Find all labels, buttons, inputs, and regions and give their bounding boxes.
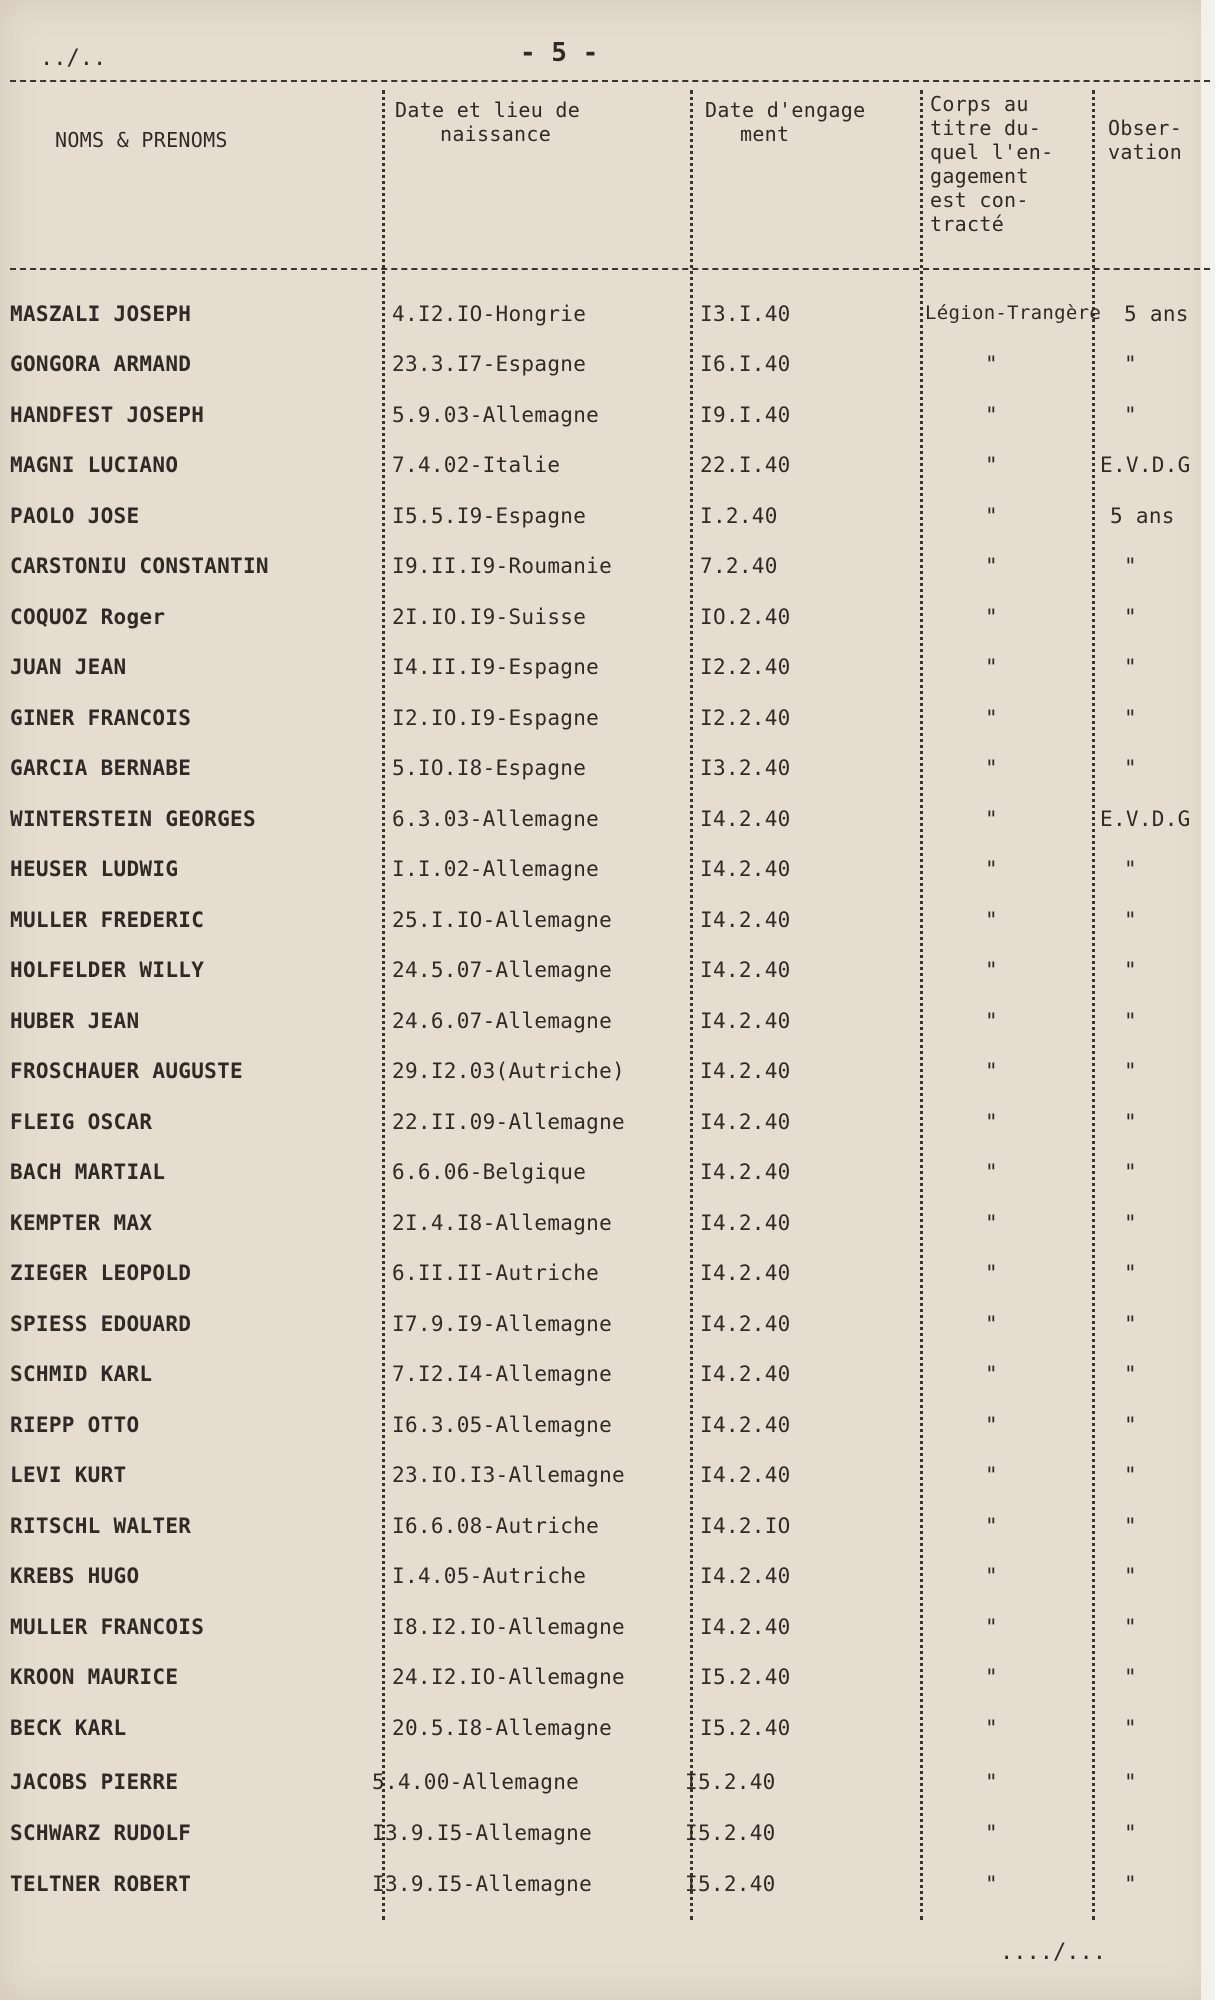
table-row <box>0 807 1200 847</box>
table-row <box>0 1615 1200 1655</box>
row-observation: " <box>1124 1211 1137 1235</box>
row-corps: " <box>985 605 998 629</box>
header-birth-line1: Date et lieu de <box>395 98 581 122</box>
row-corps: " <box>985 1059 998 1083</box>
row-observation: " <box>1124 756 1137 780</box>
row-name: COQUOZ Roger <box>10 605 166 629</box>
row-corps: " <box>985 706 998 730</box>
row-birth: 25.I.IO-Allemagne <box>392 908 613 932</box>
row-birth: 5.IO.I8-Espagne <box>392 756 587 780</box>
row-corps: " <box>985 655 998 679</box>
header-engagement-line2: ment <box>740 122 790 146</box>
row-name: RITSCHL WALTER <box>10 1514 192 1538</box>
row-observation: E.V.D.G <box>1100 453 1191 477</box>
row-corps: " <box>985 504 998 528</box>
table-row <box>0 1211 1200 1251</box>
continuation-mark-bottom: ..../... <box>1000 1940 1106 1965</box>
row-observation: " <box>1124 655 1137 679</box>
row-observation: " <box>1124 958 1137 982</box>
row-birth: 7.I2.I4-Allemagne <box>392 1362 613 1386</box>
row-observation: " <box>1124 1821 1137 1845</box>
row-name: MAGNI LUCIANO <box>10 453 179 477</box>
row-name: WINTERSTEIN GEORGES <box>10 807 256 831</box>
row-corps: " <box>985 1821 998 1845</box>
row-birth: 22.II.09-Allemagne <box>392 1110 625 1134</box>
row-engagement-date: 22.I.40 <box>700 453 791 477</box>
row-birth: 5.9.03-Allemagne <box>392 403 600 427</box>
row-name: MULLER FRANCOIS <box>10 1615 205 1639</box>
row-birth: I5.5.I9-Espagne <box>392 504 587 528</box>
row-engagement-date: I5.2.40 <box>700 1716 791 1740</box>
row-engagement-date: I3.I.40 <box>700 302 791 326</box>
row-name: FROSCHAUER AUGUSTE <box>10 1059 243 1083</box>
row-observation: " <box>1124 1009 1137 1033</box>
row-engagement-date: 7.2.40 <box>700 554 778 578</box>
row-corps: " <box>985 453 998 477</box>
row-engagement-date: I4.2.40 <box>700 1009 791 1033</box>
table-row <box>0 1261 1200 1301</box>
row-birth: 6.3.03-Allemagne <box>392 807 600 831</box>
row-name: GARCIA BERNABE <box>10 756 192 780</box>
table-row <box>0 1564 1200 1604</box>
header-corps-line3: quel l'en- <box>930 140 1054 164</box>
row-corps: " <box>985 1211 998 1235</box>
row-name: KREBS HUGO <box>10 1564 140 1588</box>
row-name: BECK KARL <box>10 1716 127 1740</box>
row-observation: " <box>1124 706 1137 730</box>
row-birth: I4.II.I9-Espagne <box>392 655 600 679</box>
row-corps: " <box>985 1564 998 1588</box>
row-engagement-date: I4.2.40 <box>700 807 791 831</box>
row-observation: " <box>1124 1615 1137 1639</box>
row-name: HEUSER LUDWIG <box>10 857 179 881</box>
header-engagement-line1: Date d'engage <box>705 98 866 122</box>
row-name: FLEIG OSCAR <box>10 1110 153 1134</box>
row-engagement-date: I4.2.40 <box>700 1564 791 1588</box>
header-names: NOMS & PRENOMS <box>55 128 228 152</box>
row-engagement-date: I4.2.40 <box>700 1413 791 1437</box>
table-row <box>0 1110 1200 1150</box>
table-row <box>0 756 1200 796</box>
row-corps: " <box>985 1716 998 1740</box>
row-corps: " <box>985 403 998 427</box>
table-row <box>0 352 1200 392</box>
table-row <box>0 655 1200 695</box>
table-row <box>0 706 1200 746</box>
row-name: HUBER JEAN <box>10 1009 140 1033</box>
row-corps: " <box>985 908 998 932</box>
row-engagement-date: I4.2.40 <box>700 1160 791 1184</box>
row-engagement-date: I4.2.IO <box>700 1514 791 1538</box>
row-name: JACOBS PIERRE <box>10 1770 179 1794</box>
row-birth: I.4.05-Autriche <box>392 1564 587 1588</box>
table-row <box>0 302 1200 342</box>
row-corps: " <box>985 857 998 881</box>
row-birth: 5.4.00-Allemagne <box>372 1770 580 1794</box>
row-corps: " <box>985 1312 998 1336</box>
table-row <box>0 453 1200 493</box>
table-row <box>0 1413 1200 1453</box>
scan-margin <box>1201 0 1215 2000</box>
row-observation: E.V.D.G <box>1100 807 1191 831</box>
row-engagement-date: I4.2.40 <box>700 1211 791 1235</box>
row-engagement-date: I4.2.40 <box>700 1059 791 1083</box>
row-observation: 5 ans <box>1110 504 1175 528</box>
row-observation: " <box>1124 403 1137 427</box>
row-name: BACH MARTIAL <box>10 1160 166 1184</box>
header-observations-line2: vation <box>1108 140 1183 164</box>
row-observation: " <box>1124 857 1137 881</box>
row-birth: I2.IO.I9-Espagne <box>392 706 600 730</box>
row-birth: 23.3.I7-Espagne <box>392 352 587 376</box>
row-engagement-date: I4.2.40 <box>700 1312 791 1336</box>
row-engagement-date: I.2.40 <box>700 504 778 528</box>
row-name: SCHWARZ RUDOLF <box>10 1821 192 1845</box>
header-top-rule <box>10 80 1210 82</box>
row-observation: " <box>1124 1160 1137 1184</box>
row-observation: " <box>1124 1716 1137 1740</box>
row-corps: " <box>985 554 998 578</box>
row-engagement-date: I4.2.40 <box>700 958 791 982</box>
row-name: HANDFEST JOSEPH <box>10 403 205 427</box>
row-corps: " <box>985 756 998 780</box>
row-observation: 5 ans <box>1124 302 1189 326</box>
row-birth: 2I.4.I8-Allemagne <box>392 1211 613 1235</box>
row-name: SCHMID KARL <box>10 1362 153 1386</box>
table-row <box>0 1821 1200 1861</box>
table-row <box>0 1716 1200 1756</box>
row-engagement-date: IO.2.40 <box>700 605 791 629</box>
row-birth: 20.5.I8-Allemagne <box>392 1716 613 1740</box>
table-row <box>0 1872 1200 1912</box>
row-corps: " <box>985 1463 998 1487</box>
header-corps-line2: titre du- <box>930 116 1042 140</box>
row-corps: " <box>985 1770 998 1794</box>
row-observation: " <box>1124 1413 1137 1437</box>
row-birth: I3.9.I5-Allemagne <box>372 1821 593 1845</box>
row-observation: " <box>1124 1463 1137 1487</box>
row-corps: " <box>985 1160 998 1184</box>
table-row <box>0 1514 1200 1554</box>
row-birth: I8.I2.IO-Allemagne <box>392 1615 625 1639</box>
row-engagement-date: I4.2.40 <box>700 1463 791 1487</box>
table-row <box>0 554 1200 594</box>
row-engagement-date: I5.2.40 <box>685 1770 776 1794</box>
table-row <box>0 1009 1200 1049</box>
table-row <box>0 1059 1200 1099</box>
table-row <box>0 958 1200 998</box>
row-observation: " <box>1124 908 1137 932</box>
row-birth: 7.4.02-Italie <box>392 453 561 477</box>
row-corps: " <box>985 1615 998 1639</box>
row-engagement-date: I4.2.40 <box>700 908 791 932</box>
row-name: JUAN JEAN <box>10 655 127 679</box>
row-corps: " <box>985 1665 998 1689</box>
row-name: HOLFELDER WILLY <box>10 958 205 982</box>
row-name: TELTNER ROBERT <box>10 1872 192 1896</box>
table-row <box>0 1362 1200 1402</box>
row-engagement-date: I4.2.40 <box>700 1110 791 1134</box>
row-name: CARSTONIU CONSTANTIN <box>10 554 269 578</box>
table-row <box>0 1463 1200 1503</box>
row-engagement-date: I4.2.40 <box>700 857 791 881</box>
row-observation: " <box>1124 605 1137 629</box>
row-corps: " <box>985 1514 998 1538</box>
row-observation: " <box>1124 1110 1137 1134</box>
page-number: - 5 - <box>520 38 599 68</box>
row-engagement-date: I5.2.40 <box>685 1821 776 1845</box>
table-row <box>0 908 1200 948</box>
row-engagement-date: I4.2.40 <box>700 1261 791 1285</box>
row-birth: I.I.02-Allemagne <box>392 857 600 881</box>
header-corps-line1: Corps au <box>930 92 1029 116</box>
row-corps: " <box>985 807 998 831</box>
row-corps: Légion-Trangère <box>925 302 1102 324</box>
row-birth: 24.6.07-Allemagne <box>392 1009 613 1033</box>
row-name: GONGORA ARMAND <box>10 352 192 376</box>
row-name: ZIEGER LEOPOLD <box>10 1261 192 1285</box>
row-corps: " <box>985 352 998 376</box>
header-corps-line6: tracté <box>930 212 1005 236</box>
table-row <box>0 1770 1200 1810</box>
header-corps-line4: gagement <box>930 164 1029 188</box>
row-observation: " <box>1124 1770 1137 1794</box>
row-birth: 23.IO.I3-Allemagne <box>392 1463 625 1487</box>
row-observation: " <box>1124 1872 1137 1896</box>
row-engagement-date: I5.2.40 <box>700 1665 791 1689</box>
row-corps: " <box>985 1362 998 1386</box>
row-engagement-date: I4.2.40 <box>700 1615 791 1639</box>
row-observation: " <box>1124 1665 1137 1689</box>
row-engagement-date: I3.2.40 <box>700 756 791 780</box>
row-engagement-date: I9.I.40 <box>700 403 791 427</box>
row-birth: I3.9.I5-Allemagne <box>372 1872 593 1896</box>
row-name: LEVI KURT <box>10 1463 127 1487</box>
row-name: KROON MAURICE <box>10 1665 179 1689</box>
row-engagement-date: I2.2.40 <box>700 706 791 730</box>
row-name: SPIESS EDOUARD <box>10 1312 192 1336</box>
row-corps: " <box>985 1110 998 1134</box>
row-birth: 6.II.II-Autriche <box>392 1261 600 1285</box>
row-name: PAOLO JOSE <box>10 504 140 528</box>
table-row <box>0 403 1200 443</box>
row-birth: 24.I2.IO-Allemagne <box>392 1665 625 1689</box>
row-name: KEMPTER MAX <box>10 1211 153 1235</box>
table-row <box>0 1312 1200 1352</box>
row-observation: " <box>1124 554 1137 578</box>
row-observation: " <box>1124 1312 1137 1336</box>
row-corps: " <box>985 958 998 982</box>
row-birth: 29.I2.03(Autriche) <box>392 1059 625 1083</box>
row-engagement-date: I5.2.40 <box>685 1872 776 1896</box>
row-birth: 4.I2.IO-Hongrie <box>392 302 587 326</box>
row-corps: " <box>985 1413 998 1437</box>
row-birth: 24.5.07-Allemagne <box>392 958 613 982</box>
row-birth: 6.6.06-Belgique <box>392 1160 587 1184</box>
row-birth: I6.3.05-Allemagne <box>392 1413 613 1437</box>
row-birth: 2I.IO.I9-Suisse <box>392 605 587 629</box>
row-observation: " <box>1124 352 1137 376</box>
row-birth: I9.II.I9-Roumanie <box>392 554 613 578</box>
row-corps: " <box>985 1009 998 1033</box>
row-corps: " <box>985 1872 998 1896</box>
row-engagement-date: I4.2.40 <box>700 1362 791 1386</box>
row-name: GINER FRANCOIS <box>10 706 192 730</box>
row-birth: I6.6.08-Autriche <box>392 1514 600 1538</box>
row-engagement-date: I6.I.40 <box>700 352 791 376</box>
row-observation: " <box>1124 1362 1137 1386</box>
row-engagement-date: I2.2.40 <box>700 655 791 679</box>
row-name: RIEPP OTTO <box>10 1413 140 1437</box>
header-observations-line1: Obser- <box>1108 116 1183 140</box>
table-row <box>0 504 1200 544</box>
row-birth: I7.9.I9-Allemagne <box>392 1312 613 1336</box>
row-corps: " <box>985 1261 998 1285</box>
header-birth-line2: naissance <box>440 122 552 146</box>
table-row <box>0 1665 1200 1705</box>
header-corps-line5: est con- <box>930 188 1029 212</box>
continuation-mark-top: ../.. <box>40 46 107 71</box>
row-observation: " <box>1124 1514 1137 1538</box>
header-bottom-rule <box>10 268 1210 270</box>
row-observation: " <box>1124 1261 1137 1285</box>
row-name: MASZALI JOSEPH <box>10 302 192 326</box>
row-name: MULLER FREDERIC <box>10 908 205 932</box>
row-observation: " <box>1124 1564 1137 1588</box>
table-row <box>0 1160 1200 1200</box>
table-row <box>0 605 1200 645</box>
table-row <box>0 857 1200 897</box>
row-observation: " <box>1124 1059 1137 1083</box>
